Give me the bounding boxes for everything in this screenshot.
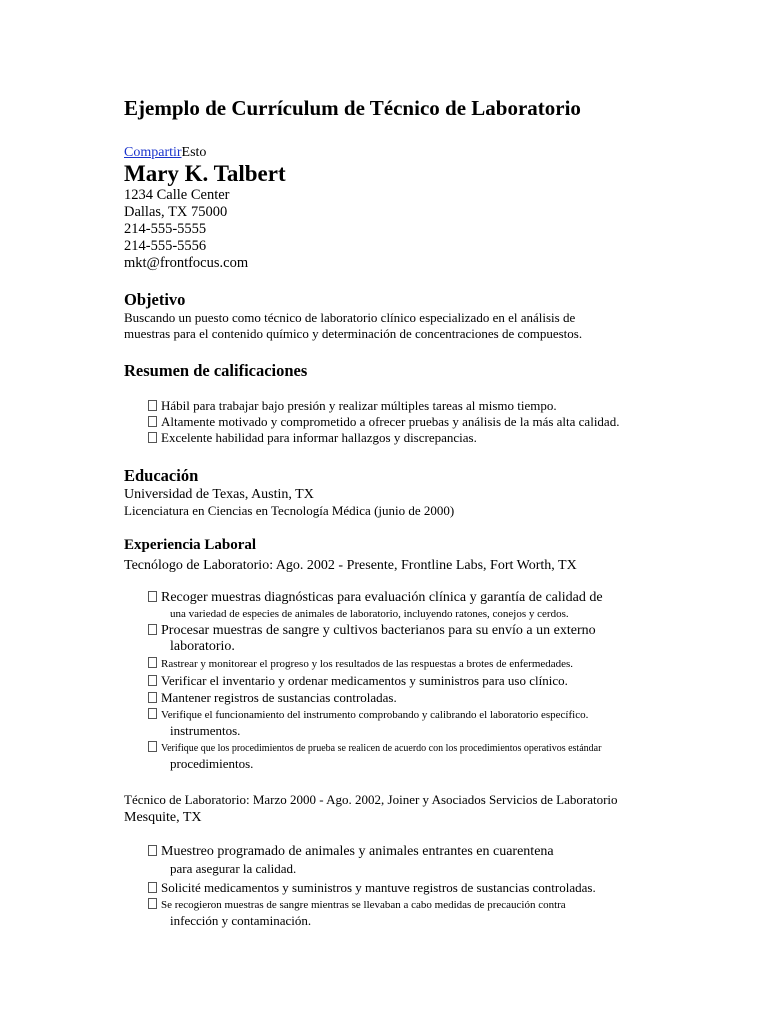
objective-text bbox=[124, 310, 582, 342]
bullet-box-icon bbox=[148, 882, 157, 893]
list-item: Verifique el funcionamiento del instrumento comprobando y calibrando el laboratorio específico. instrumentos. bbox=[148, 708, 603, 739]
bullet-box-icon bbox=[148, 657, 157, 668]
list-item: Hábil para trabajar bajo presión y realizar múltiples tareas al mismo tiempo. bbox=[148, 398, 619, 414]
bullet-box-icon bbox=[148, 400, 157, 411]
objective-line: Buscando un puesto como técnico de laboratorio clínico especializado en el análisis de bbox=[124, 310, 576, 325]
education-school: Universidad de Texas, Austin, TX bbox=[124, 487, 314, 502]
summary-list bbox=[148, 398, 619, 446]
list-item: Altamente motivado y comprometido a ofrecer pruebas y análisis de la más alta calidad. bbox=[148, 414, 619, 430]
job1-title: Tecnólogo de Laboratorio: Ago. 2002 - Presente, Frontline Labs, Fort Worth, TX bbox=[124, 558, 577, 573]
list-item: Mantener registros de sustancias controladas. bbox=[148, 690, 603, 706]
share-suffix: Esto bbox=[181, 145, 207, 160]
objective-heading: Objetivo bbox=[124, 290, 186, 309]
experience-heading: Experiencia Laboral bbox=[124, 537, 257, 553]
list-item: Procesar muestras de sangre y cultivos bacterianos para su envío a un externo laboratorio. bbox=[148, 623, 603, 656]
bullet-box-icon bbox=[148, 591, 157, 602]
contact-phone-2: 214-555-5556 bbox=[124, 238, 207, 254]
share-link[interactable]: Compartir bbox=[124, 145, 182, 160]
share-line bbox=[124, 145, 206, 161]
contact-block bbox=[124, 187, 248, 272]
list-item: Recoger muestras diagnósticas para evaluación clínica y garantía de calidad de una variedad de especies de animales de laboratorio, incluyendo ratones, conejos y cerdos. bbox=[148, 590, 603, 621]
list-item: Verificar el inventario y ordenar medicamentos y suministros para uso clínico. bbox=[148, 673, 603, 689]
list-item: Excelente habilidad para informar hallazgos y discrepancias. bbox=[148, 430, 619, 446]
job1-list bbox=[148, 590, 603, 772]
contact-phone-1: 214-555-5555 bbox=[124, 221, 207, 237]
job2-title-line: Mesquite, TX bbox=[124, 810, 202, 825]
bullet-box-icon bbox=[148, 708, 157, 719]
bullet-box-icon bbox=[148, 432, 157, 443]
education-degree: Licenciatura en Ciencias en Tecnología Médica (junio de 2000) bbox=[124, 503, 455, 518]
summary-heading: Resumen de calificaciones bbox=[124, 361, 308, 380]
job2-title bbox=[124, 792, 618, 826]
bullet-box-icon bbox=[148, 845, 157, 856]
list-item: Muestreo programado de animales y animales entrantes en cuarentena para asegurar la calidad. bbox=[148, 844, 596, 877]
list-item: Se recogieron muestras de sangre mientras se llevaban a cabo medidas de precaución contra infección y contaminación. bbox=[148, 898, 596, 929]
list-item: Solicité medicamentos y suministros y mantuve registros de sustancias controladas. bbox=[148, 880, 596, 896]
page-title: Ejemplo de Currículum de Técnico de Laboratorio bbox=[124, 96, 581, 120]
candidate-name: Mary K. Talbert bbox=[124, 161, 286, 186]
objective-line: muestras para el contenido químico y determinación de concentraciones de compuestos. bbox=[124, 326, 583, 341]
bullet-box-icon bbox=[148, 675, 157, 686]
bullet-box-icon bbox=[148, 416, 157, 427]
bullet-box-icon bbox=[148, 741, 157, 752]
contact-email: mkt@frontfocus.com bbox=[124, 255, 249, 271]
job2-title-line: Técnico de Laboratorio: Marzo 2000 - Ago. 2002, Joiner y Asociados Servicios de Laboratorio bbox=[124, 792, 618, 807]
list-item: Rastrear y monitorear el progreso y los resultados de las respuestas a brotes de enfermedades. bbox=[148, 657, 603, 671]
bullet-box-icon bbox=[148, 898, 157, 909]
education-heading: Educación bbox=[124, 466, 199, 485]
contact-city: Dallas, TX 75000 bbox=[124, 204, 228, 220]
bullet-box-icon bbox=[148, 692, 157, 703]
job2-list bbox=[148, 844, 596, 929]
contact-address: 1234 Calle Center bbox=[124, 187, 230, 203]
bullet-box-icon bbox=[148, 624, 157, 635]
list-item: Verifique que los procedimientos de prueba se realicen de acuerdo con los procedimientos operativos estándar procedimientos. bbox=[148, 741, 603, 772]
